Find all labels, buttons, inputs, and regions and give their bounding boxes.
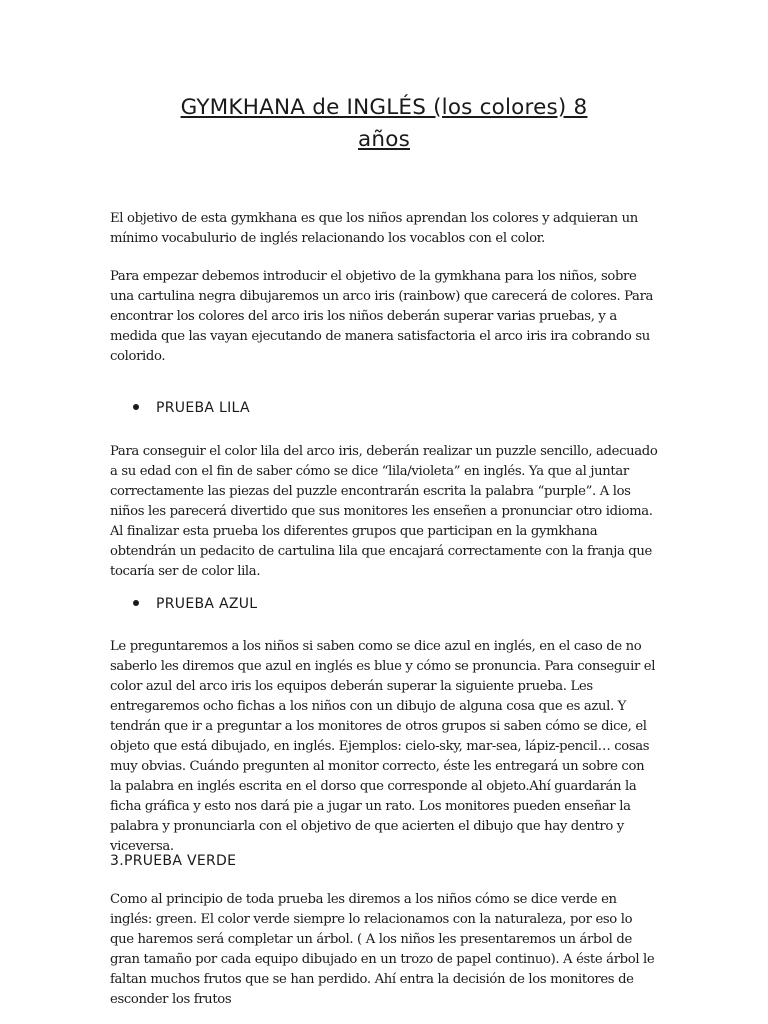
section-heading-text: PRUEBA LILA: [156, 400, 250, 416]
bullet-icon: [133, 404, 139, 410]
section-heading-lila: [133, 398, 250, 418]
section-body-azul: Le preguntaremos a los niños si saben como se dice azul en inglés, en el caso de no saberlo les diremos que azul en inglés es blue y cómo se pronuncia. Para conseguir el color azul del arco iris los equipos deberán superar la siguiente prueba. Les entregaremos ocho fichas a los niños con un dibujo de alguna cosa que es azul. Y tendrán que ir a preguntar a los monitores de otros grupos si saben cómo se dice, el objeto que está dibujado, en inglés. Ejemplos: cielo-sky, mar-sea, lápiz-pencil… cosas muy obvias. Cuándo pregunten al monitor correcto, éste les entregará un sobre con la palabra en inglés escrita en el dorso que corresponde al objeto.Ahí guardarán la ficha gráfica y esto nos dará pie a jugar un rato. Los monitores pueden enseñar la palabra y pronunciarla con el objetivo de que acierten el dibujo que hay dentro y viceversa.: [110, 639, 656, 854]
section-heading-verde: 3.PRUEBA VERDE: [110, 853, 237, 869]
section-heading-text: PRUEBA AZUL: [156, 596, 258, 612]
title-line-1: GYMKHANA de INGLÉS (los colores) 8: [180, 95, 588, 120]
intro-paragraph: Para empezar debemos introducir el objetivo de la gymkhana para los niños, sobre una cartulina negra dibujaremos un arco iris (rainbow) que carecerá de colores. Para encontrar los colores del arco iris los niños deberán superar varias pruebas, y a medida que las vayan ejecutando de manera satisfactoria el arco iris ira cobrando su colorido.: [110, 269, 654, 364]
section-body-lila: Para conseguir el color lila del arco iris, deberán realizar un puzzle sencillo, adecuado a su edad con el fin de saber cómo se dice “lila/violeta” en inglés. Ya que al juntar correctamente las piezas del puzzle encontrarán escrita la palabra “purple”. A los niños les parecerá divertido que sus monitores les enseñen a pronunciar otro idioma. Al finalizar esta prueba los diferentes grupos que participan en la gymkhana obtendrán un pedacito de cartulina lila que encajará correctamente con la franja que tocaría ser de color lila.: [110, 444, 658, 579]
document-title: [110, 92, 658, 156]
bullet-icon: [133, 600, 139, 606]
section-body-verde: Como al principio de toda prueba les diremos a los niños cómo se dice verde en inglés: green. El color verde siempre lo relacionamos con la naturaleza, por eso lo que haremos será completar un árbol. ( A los niños les presentaremos un árbol de gran tamaño por cada equipo dibujado en un trozo de papel continuo). A éste árbol le faltan muchos frutos que se han perdido. Ahí entra la decisión de los monitores de esconder los frutos: [110, 892, 655, 1007]
section-heading-azul: [133, 594, 257, 614]
intro-paragraph: El objetivo de esta gymkhana es que los niños aprendan los colores y adquieran un mínimo vocabulurio de inglés relacionando los vocablos con el color.: [110, 211, 638, 246]
title-line-2: años: [358, 127, 410, 152]
